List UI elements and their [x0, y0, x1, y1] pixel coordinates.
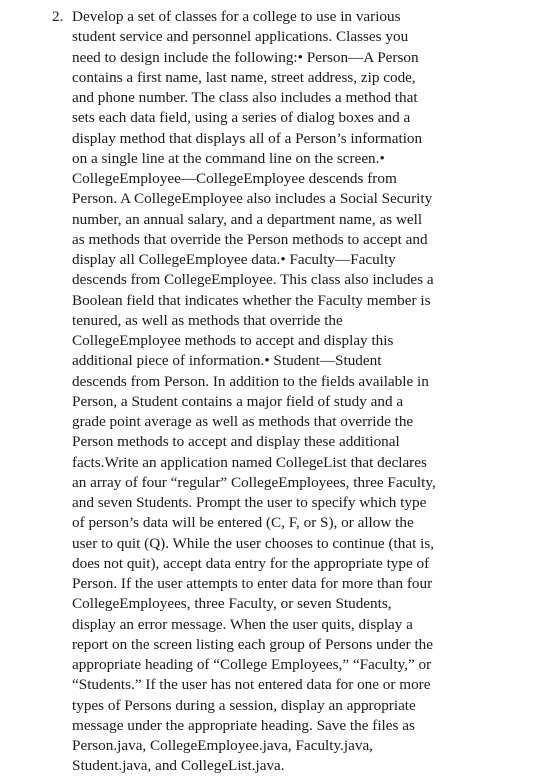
text-line: and phone number. The class also includes a method that: [72, 89, 418, 106]
text-line: Person methods to accept and display these additional: [72, 433, 400, 451]
text-line: display method that displays all of a Person’s information: [72, 129, 423, 147]
text-line: descends from Person. In addition to the fields available in: [72, 372, 429, 390]
text-line: of person’s data will be entered (C, F, or S), or allow the: [72, 514, 414, 532]
text-line: Person, a Student contains a major field of study and a: [72, 392, 404, 410]
text-line: CollegeEmployee—CollegeEmployee descends from: [72, 170, 397, 187]
text-line: Student.java, and CollegeList.java.: [72, 757, 285, 775]
text-line: Develop a set of classes for a college to use in various: [72, 8, 401, 25]
text-line: descends from CollegeEmployee. This class also includes a: [72, 271, 434, 289]
text-line: Person. If the user attempts to enter data for more than four: [72, 575, 433, 592]
text-line: does not quit), accept data entry for the appropriate type of: [72, 554, 430, 572]
text-line: number, an annual salary, and a department name, as well: [72, 210, 423, 228]
text-line: tenured, as well as methods that override the: [72, 311, 343, 329]
text-line: on a single line at the command line on the screen.•: [72, 149, 385, 167]
problem-number: 2.: [52, 8, 64, 25]
text-line: an array of four “regular” CollegeEmployees, three Faculty,: [72, 473, 436, 491]
text-line: display an error message. When the user quits, display a: [72, 615, 413, 633]
text-line: Person. A CollegeEmployee also includes a Social Security: [72, 190, 433, 208]
text-line: and seven Students. Prompt the user to specify which type: [72, 494, 427, 511]
text-line: appropriate heading of “College Employees,” “Faculty,” or: [72, 656, 432, 673]
problem-text: [72, 7, 484, 777]
text-line: need to design include the following:• Person—A Person: [72, 48, 419, 66]
text-line: CollegeEmployees, three Faculty, or seven Students,: [72, 595, 392, 613]
text-line: Person.java, CollegeEmployee.java, Faculty.java,: [72, 737, 373, 754]
text-line: sets each data field, using a series of dialog boxes and a: [72, 109, 411, 127]
text-line: types of Persons during a session, display an appropriate: [72, 696, 416, 714]
text-line: CollegeEmployee methods to accept and display this: [72, 332, 394, 349]
text-line: facts.Write an application named CollegeList that declares: [72, 453, 427, 471]
text-line: report on the screen listing each group of Persons under the: [72, 635, 434, 653]
text-line: user to quit (Q). While the user chooses to continue (that is,: [72, 534, 435, 552]
text-line: “Students.” If the user has not entered data for one or more: [72, 676, 431, 694]
text-line: display all CollegeEmployee data.• Faculty—Faculty: [72, 251, 396, 268]
text-line: student service and personnel applications. Classes you: [72, 28, 409, 46]
text-line: message under the appropriate heading. Save the files as: [72, 716, 415, 734]
text-line: contains a first name, last name, street address, zip code,: [72, 68, 416, 86]
text-line: Boolean field that indicates whether the Faculty member is: [72, 291, 431, 309]
text-line: additional piece of information.• Student—Student: [72, 352, 382, 370]
text-line: grade point average as well as methods that override the: [72, 413, 414, 430]
text-line: as methods that override the Person methods to accept and: [72, 230, 428, 248]
